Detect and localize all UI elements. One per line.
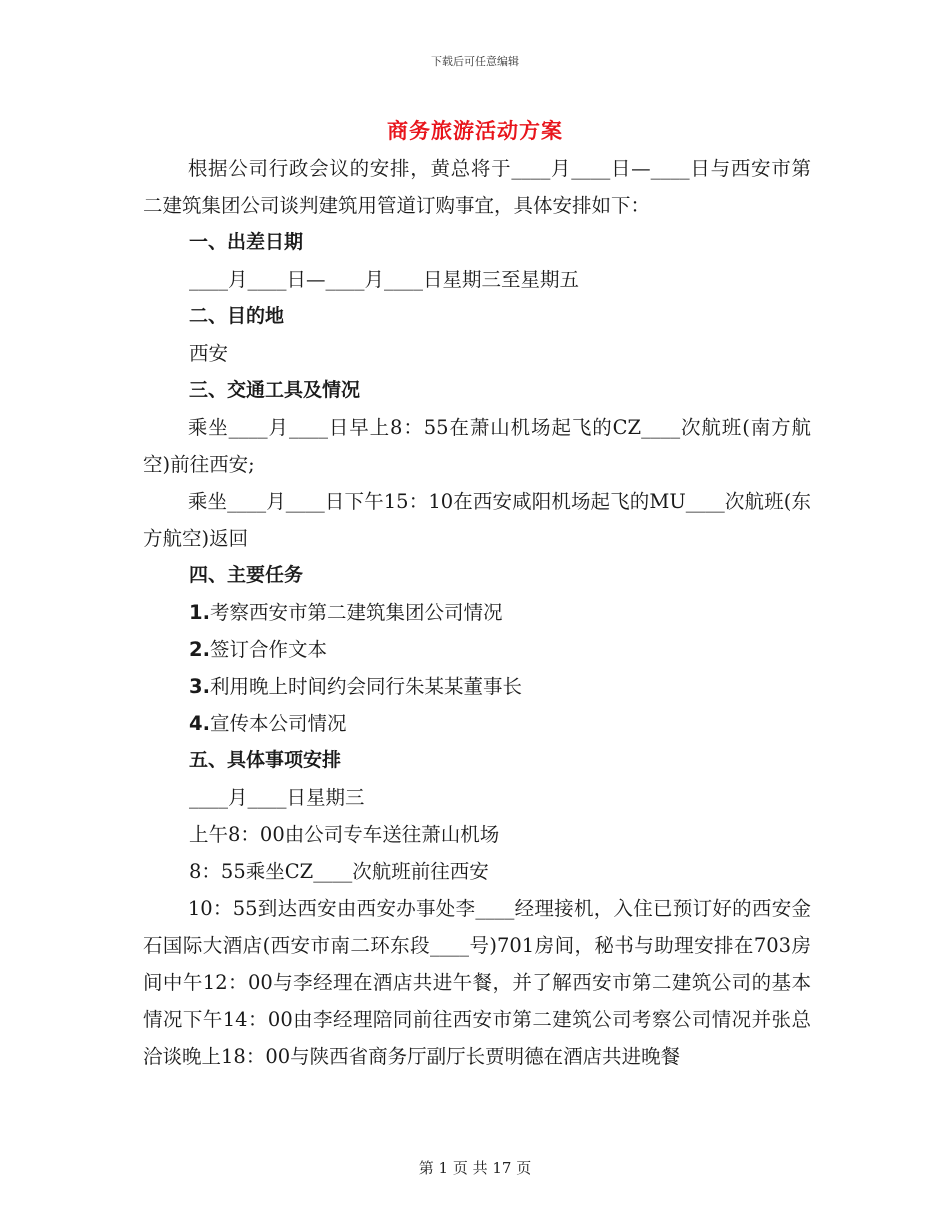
header-note: 下载后可任意编辑 bbox=[431, 55, 519, 68]
schedule-detail-paragraph: 10：55到达西安由西安办事处李____经理接机，入住已预订好的西安金石国际大酒店(西安市南二环东段____号)701房间，秘书与助理安排在703房间中午12：00与李经理在酒店共进午餐，并了解西安市第二建筑公司的基本情况下午14：00由李经理陪同前往西安市第二建筑公司考察公司情况并张总洽谈晚上18：00与陕西省商务厅副厅长贾明德在酒店共进晚餐 bbox=[143, 897, 811, 1068]
page-footer: 第 1 页 共 17 页 bbox=[418, 1159, 532, 1177]
schedule-line: 上午8：00由公司专车送往萧山机场 bbox=[189, 823, 500, 846]
document-body bbox=[143, 150, 811, 1075]
task-number: 1. bbox=[189, 601, 210, 624]
intro-paragraph: 根据公司行政会议的安排，黄总将于____月____日—____日与西安市第二建筑集团公司谈判建筑用管道订购事宜，具体安排如下： bbox=[143, 157, 811, 217]
task-item bbox=[143, 594, 811, 631]
schedule-date-line: ____月____日星期三 bbox=[189, 786, 365, 809]
task-text: 签订合作文本 bbox=[209, 638, 327, 661]
task-number: 4. bbox=[189, 712, 210, 735]
document-title: 商务旅游活动方案 bbox=[387, 118, 563, 143]
task-text: 利用晚上时间约会同行朱某某董事长 bbox=[209, 675, 522, 698]
schedule-line: 8：55乘坐CZ____次航班前往西安 bbox=[189, 860, 489, 883]
section-heading-schedule: 五、具体事项安排 bbox=[189, 749, 342, 771]
task-number: 2. bbox=[189, 638, 210, 661]
task-item bbox=[143, 705, 811, 742]
dates-line: ____月____日—____月____日星期三至星期五 bbox=[189, 268, 580, 291]
task-text: 考察西安市第二建筑集团公司情况 bbox=[209, 601, 503, 624]
section-heading-transport: 三、交通工具及情况 bbox=[189, 379, 361, 401]
task-item bbox=[143, 631, 811, 668]
destination-line: 西安 bbox=[189, 342, 229, 365]
transport-line-return: 乘坐____月____日下午15：10在西安咸阳机场起飞的MU____次航班(东方航空)返回 bbox=[143, 490, 811, 550]
section-heading-tasks: 四、主要任务 bbox=[189, 564, 304, 586]
task-text: 宣传本公司情况 bbox=[209, 712, 347, 735]
task-number: 3. bbox=[189, 675, 210, 698]
section-heading-destination: 二、目的地 bbox=[189, 305, 285, 327]
task-item bbox=[143, 668, 811, 705]
section-heading-dates: 一、出差日期 bbox=[189, 231, 304, 253]
transport-line-outbound: 乘坐____月____日早上8：55在萧山机场起飞的CZ____次航班(南方航空)前往西安; bbox=[143, 416, 811, 476]
